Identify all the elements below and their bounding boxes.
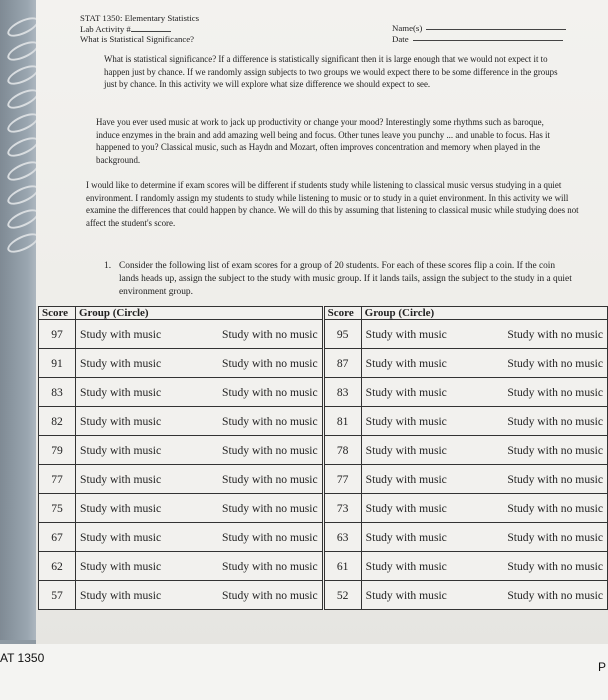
option-study-with-music[interactable]: Study with music — [80, 356, 162, 370]
option-study-with-no-music[interactable]: Study with no music — [222, 327, 318, 341]
experiment-paragraph: I would like to determine if exam scores will be different if students study while listening to classical music versus studying in a quiet environment. I randomly assign my students to study while listening to music or to study in a quiet environment. In this activity we will examine the differences that could happen by chance. We will do this by assuming that listening to classical music while studying does not affect the student's score. — [86, 180, 579, 228]
option-study-with-music[interactable]: Study with music — [365, 530, 447, 544]
worksheet-header — [80, 13, 199, 45]
group-header-right: Group (Circle) — [361, 307, 607, 320]
option-study-with-no-music[interactable]: Study with no music — [507, 327, 603, 341]
course-title: STAT 1350: Elementary Statistics — [80, 13, 200, 23]
option-study-with-music[interactable]: Study with music — [80, 327, 162, 341]
group-choice-cell-right — [361, 320, 607, 349]
question-1 — [104, 260, 574, 298]
table-row — [39, 320, 608, 349]
score-cell-left: 67 — [39, 523, 76, 552]
worksheet-title: What is Statistical Significance? — [80, 34, 195, 44]
date-field[interactable]: Date — [392, 34, 566, 45]
table-row — [39, 523, 608, 552]
score-cell-left: 91 — [39, 349, 76, 378]
option-study-with-no-music[interactable]: Study with no music — [222, 530, 318, 544]
group-choice-cell-right — [361, 378, 607, 407]
group-choice-cell-right — [361, 349, 607, 378]
table-row — [39, 552, 608, 581]
option-study-with-no-music[interactable]: Study with no music — [222, 356, 318, 370]
group-header-left: Group (Circle) — [76, 307, 324, 320]
group-choice-cell-left — [76, 436, 324, 465]
score-cell-left: 79 — [39, 436, 76, 465]
option-study-with-no-music[interactable]: Study with no music — [507, 443, 603, 457]
option-study-with-music[interactable]: Study with music — [365, 356, 447, 370]
music-paragraph: Have you ever used music at work to jack up productivity or change your mood? Interestingly some rhythms such as baroque, induce enzymes in the brain and add amazing well being and focus. Other tunes leave you punchy ... and unable to focus. Has it happened to you? Classical music, such as Haydn and Mozart, often improves concentration and memory when played in the background. — [96, 117, 550, 165]
intro-paragraph: What is statistical significance? If a difference is statistically significant then it is large enough that we would not expect it to happen just by chance. If we randomly assign subjects to two groups we would expect there to be some difference in the groups just by chance. In this activity we will explore what size difference we should expect to see. — [104, 54, 558, 90]
group-choice-cell-left — [76, 581, 324, 610]
option-study-with-no-music[interactable]: Study with no music — [507, 559, 603, 573]
group-choice-cell-left — [76, 349, 324, 378]
table-header-row — [39, 307, 608, 320]
page-bottom-area — [0, 644, 608, 700]
table-row — [39, 581, 608, 610]
score-header-left: Score — [39, 307, 76, 320]
option-study-with-music[interactable]: Study with music — [365, 559, 447, 573]
option-study-with-no-music[interactable]: Study with no music — [507, 588, 603, 602]
group-choice-cell-left — [76, 494, 324, 523]
option-study-with-music[interactable]: Study with music — [80, 385, 162, 399]
option-study-with-music[interactable]: Study with music — [365, 472, 447, 486]
score-cell-right: 83 — [323, 378, 361, 407]
group-choice-cell-left — [76, 523, 324, 552]
score-cell-right: 95 — [323, 320, 361, 349]
option-study-with-no-music[interactable]: Study with no music — [222, 443, 318, 457]
score-cell-right: 61 — [323, 552, 361, 581]
option-study-with-music[interactable]: Study with music — [365, 327, 447, 341]
table-row — [39, 465, 608, 494]
score-cell-right: 52 — [323, 581, 361, 610]
score-cell-right: 77 — [323, 465, 361, 494]
table-row — [39, 436, 608, 465]
question-number: 1. — [104, 261, 112, 271]
group-choice-cell-right — [361, 523, 607, 552]
option-study-with-music[interactable]: Study with music — [80, 588, 162, 602]
group-choice-cell-right — [361, 552, 607, 581]
option-study-with-music[interactable]: Study with music — [80, 472, 162, 486]
group-choice-cell-right — [361, 465, 607, 494]
option-study-with-no-music[interactable]: Study with no music — [222, 472, 318, 486]
footer-course-label: AT 1350 — [0, 651, 45, 665]
option-study-with-music[interactable]: Study with music — [365, 443, 447, 457]
footer-page-label: P — [598, 660, 607, 674]
option-study-with-no-music[interactable]: Study with no music — [222, 414, 318, 428]
score-cell-left: 82 — [39, 407, 76, 436]
score-header-right: Score — [323, 307, 361, 320]
group-choice-cell-right — [361, 436, 607, 465]
score-cell-right: 81 — [323, 407, 361, 436]
question-text: Consider the following list of exam scores for a group of 20 students. For each of these scores flip a coin. If the coin lands heads up, assign the subject to the study with music group. If it lands tails, assign the subject to the study in a quiet environment group. — [119, 261, 572, 297]
group-choice-cell-left — [76, 378, 324, 407]
option-study-with-no-music[interactable]: Study with no music — [507, 356, 603, 370]
option-study-with-music[interactable]: Study with music — [80, 559, 162, 573]
group-choice-cell-right — [361, 581, 607, 610]
option-study-with-no-music[interactable]: Study with no music — [222, 385, 318, 399]
option-study-with-no-music[interactable]: Study with no music — [507, 385, 603, 399]
score-cell-left: 97 — [39, 320, 76, 349]
lab-activity-label: Lab Activity # — [80, 24, 199, 35]
score-cell-right: 63 — [323, 523, 361, 552]
option-study-with-no-music[interactable]: Study with no music — [222, 588, 318, 602]
name-date-fields — [392, 23, 566, 45]
table-row — [39, 494, 608, 523]
option-study-with-music[interactable]: Study with music — [80, 443, 162, 457]
scores-table — [38, 306, 608, 610]
score-cell-left: 57 — [39, 581, 76, 610]
group-choice-cell-left — [76, 407, 324, 436]
option-study-with-music[interactable]: Study with music — [80, 501, 162, 515]
group-choice-cell-left — [76, 320, 324, 349]
option-study-with-music[interactable]: Study with music — [365, 385, 447, 399]
group-choice-cell-right — [361, 494, 607, 523]
name-field[interactable]: Name(s) — [392, 23, 566, 34]
score-cell-right: 78 — [323, 436, 361, 465]
option-study-with-music[interactable]: Study with music — [365, 588, 447, 602]
score-cell-left: 83 — [39, 378, 76, 407]
option-study-with-music[interactable]: Study with music — [365, 414, 447, 428]
option-study-with-no-music[interactable]: Study with no music — [507, 530, 603, 544]
option-study-with-no-music[interactable]: Study with no music — [507, 472, 603, 486]
option-study-with-no-music[interactable]: Study with no music — [222, 501, 318, 515]
option-study-with-music[interactable]: Study with music — [80, 530, 162, 544]
score-cell-right: 73 — [323, 494, 361, 523]
group-choice-cell-right — [361, 407, 607, 436]
score-cell-left: 75 — [39, 494, 76, 523]
table-row — [39, 407, 608, 436]
group-choice-cell-left — [76, 465, 324, 494]
table-row — [39, 349, 608, 378]
option-study-with-music[interactable]: Study with music — [80, 414, 162, 428]
score-cell-right: 87 — [323, 349, 361, 378]
score-cell-left: 62 — [39, 552, 76, 581]
table-row — [39, 378, 608, 407]
score-cell-left: 77 — [39, 465, 76, 494]
option-study-with-no-music[interactable]: Study with no music — [507, 501, 603, 515]
option-study-with-music[interactable]: Study with music — [365, 501, 447, 515]
group-choice-cell-left — [76, 552, 324, 581]
option-study-with-no-music[interactable]: Study with no music — [507, 414, 603, 428]
option-study-with-no-music[interactable]: Study with no music — [222, 559, 318, 573]
